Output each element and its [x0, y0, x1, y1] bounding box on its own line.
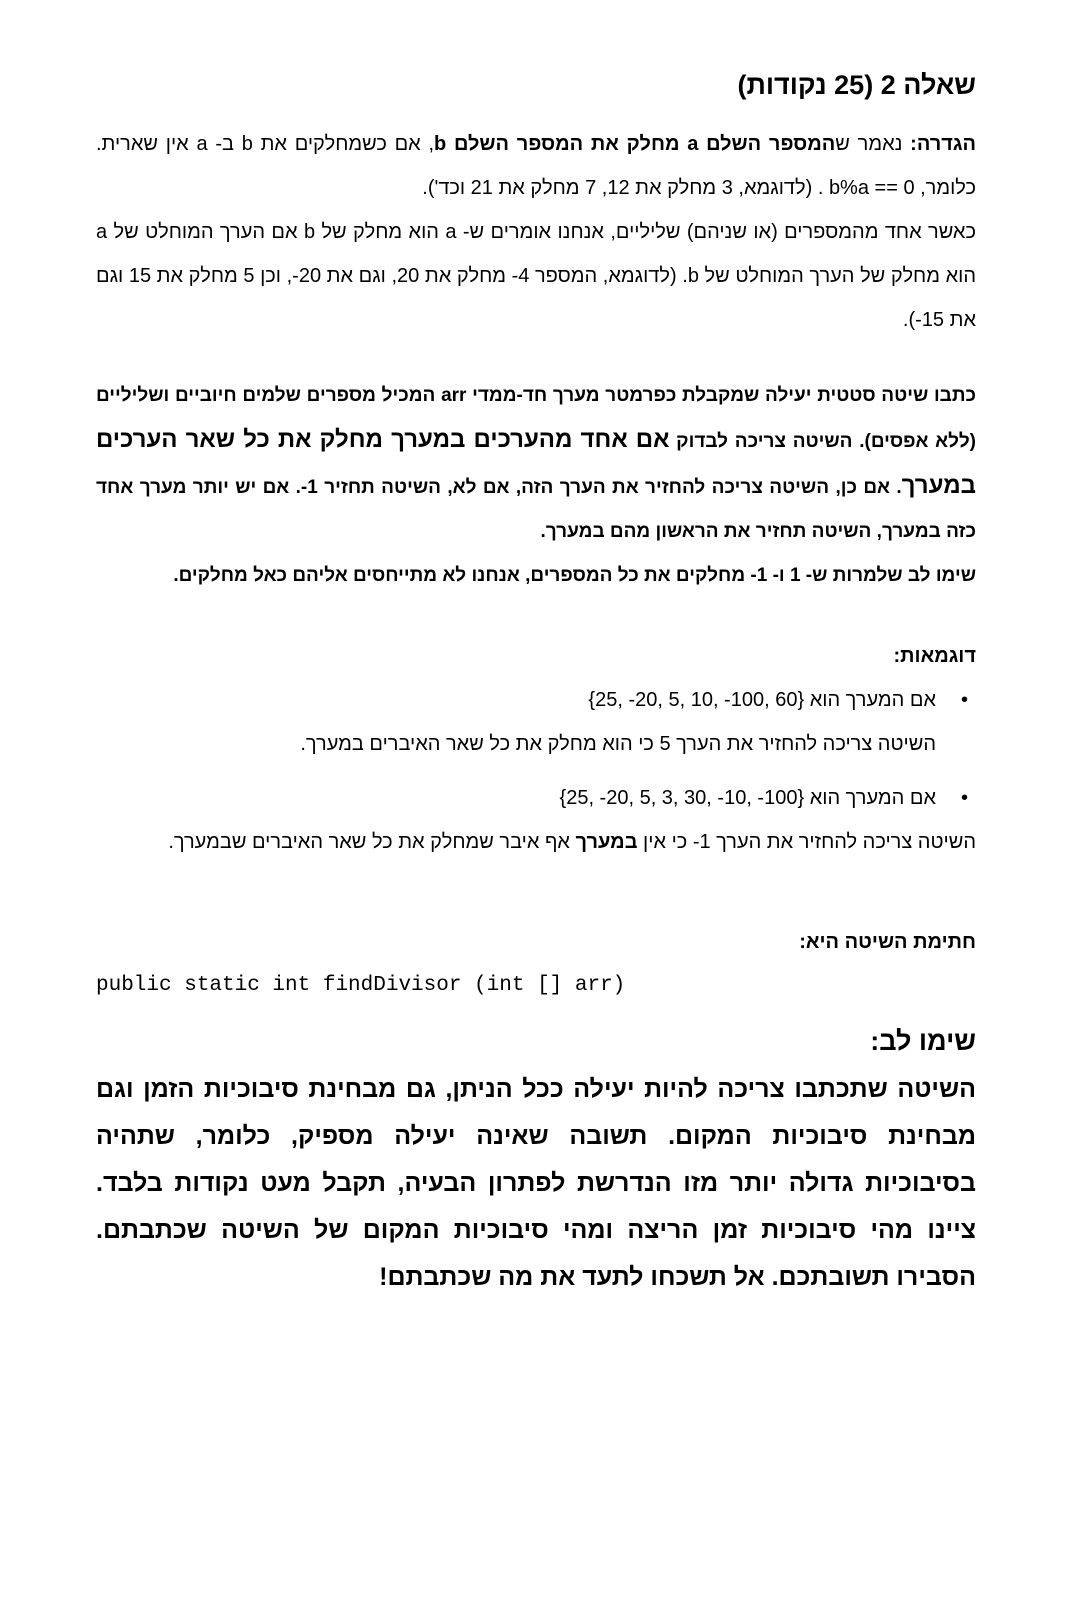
method-signature-code: public static int findDivisor (int [] arr) — [96, 974, 626, 997]
example-2-result — [96, 820, 976, 864]
example-array: {25, -20, 5, 3, 30, -10, -100} — [559, 787, 805, 809]
question-page — [96, 60, 976, 1301]
note-heading: שימו לב: — [870, 1026, 976, 1056]
task-emphasis: אם אחד מהערכים במערך מחלק את כל שאר הערכים במערך — [96, 426, 976, 499]
task-note: שימו לב שלמרות ש- 1 ו- 1- מחלקים את כל המספרים, אנחנו לא מתייחסים אליהם כאל מחלקים. — [173, 565, 976, 586]
definition-bold: המספר השלם a מחלק את המספר השלם b — [434, 133, 836, 155]
examples-heading: דוגמאות: — [893, 645, 976, 667]
example-2-result-text-1: השיטה צריכה להחזיר את הערך 1- כי אין — [637, 831, 976, 853]
example-array-line — [96, 678, 936, 722]
examples-list — [96, 678, 976, 820]
example-prefix: אם המערך הוא — [804, 689, 936, 711]
example-prefix: אם המערך הוא — [804, 787, 936, 809]
definition-code: b%a == 0 — [828, 177, 915, 199]
question-title: שאלה 2 (25 נקודות) — [737, 70, 976, 100]
example-2-result-text-2: אף איבר שמחלק את כל שאר האיברים שבמערך. — [168, 831, 576, 853]
bullet-icon: • — [960, 787, 968, 809]
task-text-2: . אם כן, השיטה צריכה להחזיר את הערך הזה, אם לא, השיטה תחזיר 1-. אם יש יותר מערך אחד כזה במערך, השיטה תחזיר את הראשון מהם במערך. — [96, 477, 976, 542]
bullet-icon: • — [960, 689, 968, 711]
example-item — [96, 678, 976, 766]
task-text-1: כתבו שיטה סטטית יעילה שמקבלת כפרמטר מערך חד-ממדי arr המכיל מספרים שלמים חיוביים ושליליים (ללא אפסים). השיטה צריכה לבדוק — [96, 385, 977, 452]
definition-text-2: , אם כשמחלקים את b ב- a אין שארית. כלומר, — [96, 133, 976, 199]
example-array: {25, -20, 5, 10, -100, 60} — [588, 689, 805, 711]
definition-paragraph — [96, 122, 976, 210]
definition-negative-paragraph: כאשר אחד מהמספרים (או שניהם) שליליים, אנחנו אומרים ש- a הוא מחלק של b אם הערך המוחלט של a הוא מחלק של הערך המוחלט של b. (לדוגמא, המספר 4- מחלק את 20, וגם את 20-, וכן 5 מחלק את 15 וגם את 15-). — [96, 221, 977, 331]
task-paragraph — [96, 374, 976, 554]
example-array-line — [96, 776, 936, 820]
definition-text-1: נאמר ש — [835, 133, 911, 155]
example-result: השיטה צריכה להחזיר את הערך 5 כי הוא מחלק את כל שאר האיברים במערך. — [300, 733, 936, 755]
definition-label: הגדרה: — [910, 133, 976, 155]
example-item — [96, 776, 976, 820]
definition-text-3: . (לדוגמא, 3 מחלק את 12, 7 מחלק את 21 וכד'). — [422, 177, 829, 199]
example-2-result-bold: במערך — [575, 831, 638, 853]
signature-heading: חתימת השיטה היא: — [799, 931, 976, 953]
note-text: השיטה שתכתבו צריכה להיות יעילה ככל הניתן, גם מבחינת סיבוכיות הזמן וגם מבחינת סיבוכיות המקום. תשובה שאינה יעילה מספיק, כלומר, שתהיה בסיבוכיות גדולה יותר מזו הנדרשת לפתרון הבעיה, תקבל מעט נקודות בלבד. ציינו מהי סיבוכיות זמן הריצה ומהי סיבוכיות המקום של השיטה שכתבתם. הסבירו תשובתכם. אל תשכחו לתעד את מה שכתבתם! — [96, 1075, 976, 1291]
